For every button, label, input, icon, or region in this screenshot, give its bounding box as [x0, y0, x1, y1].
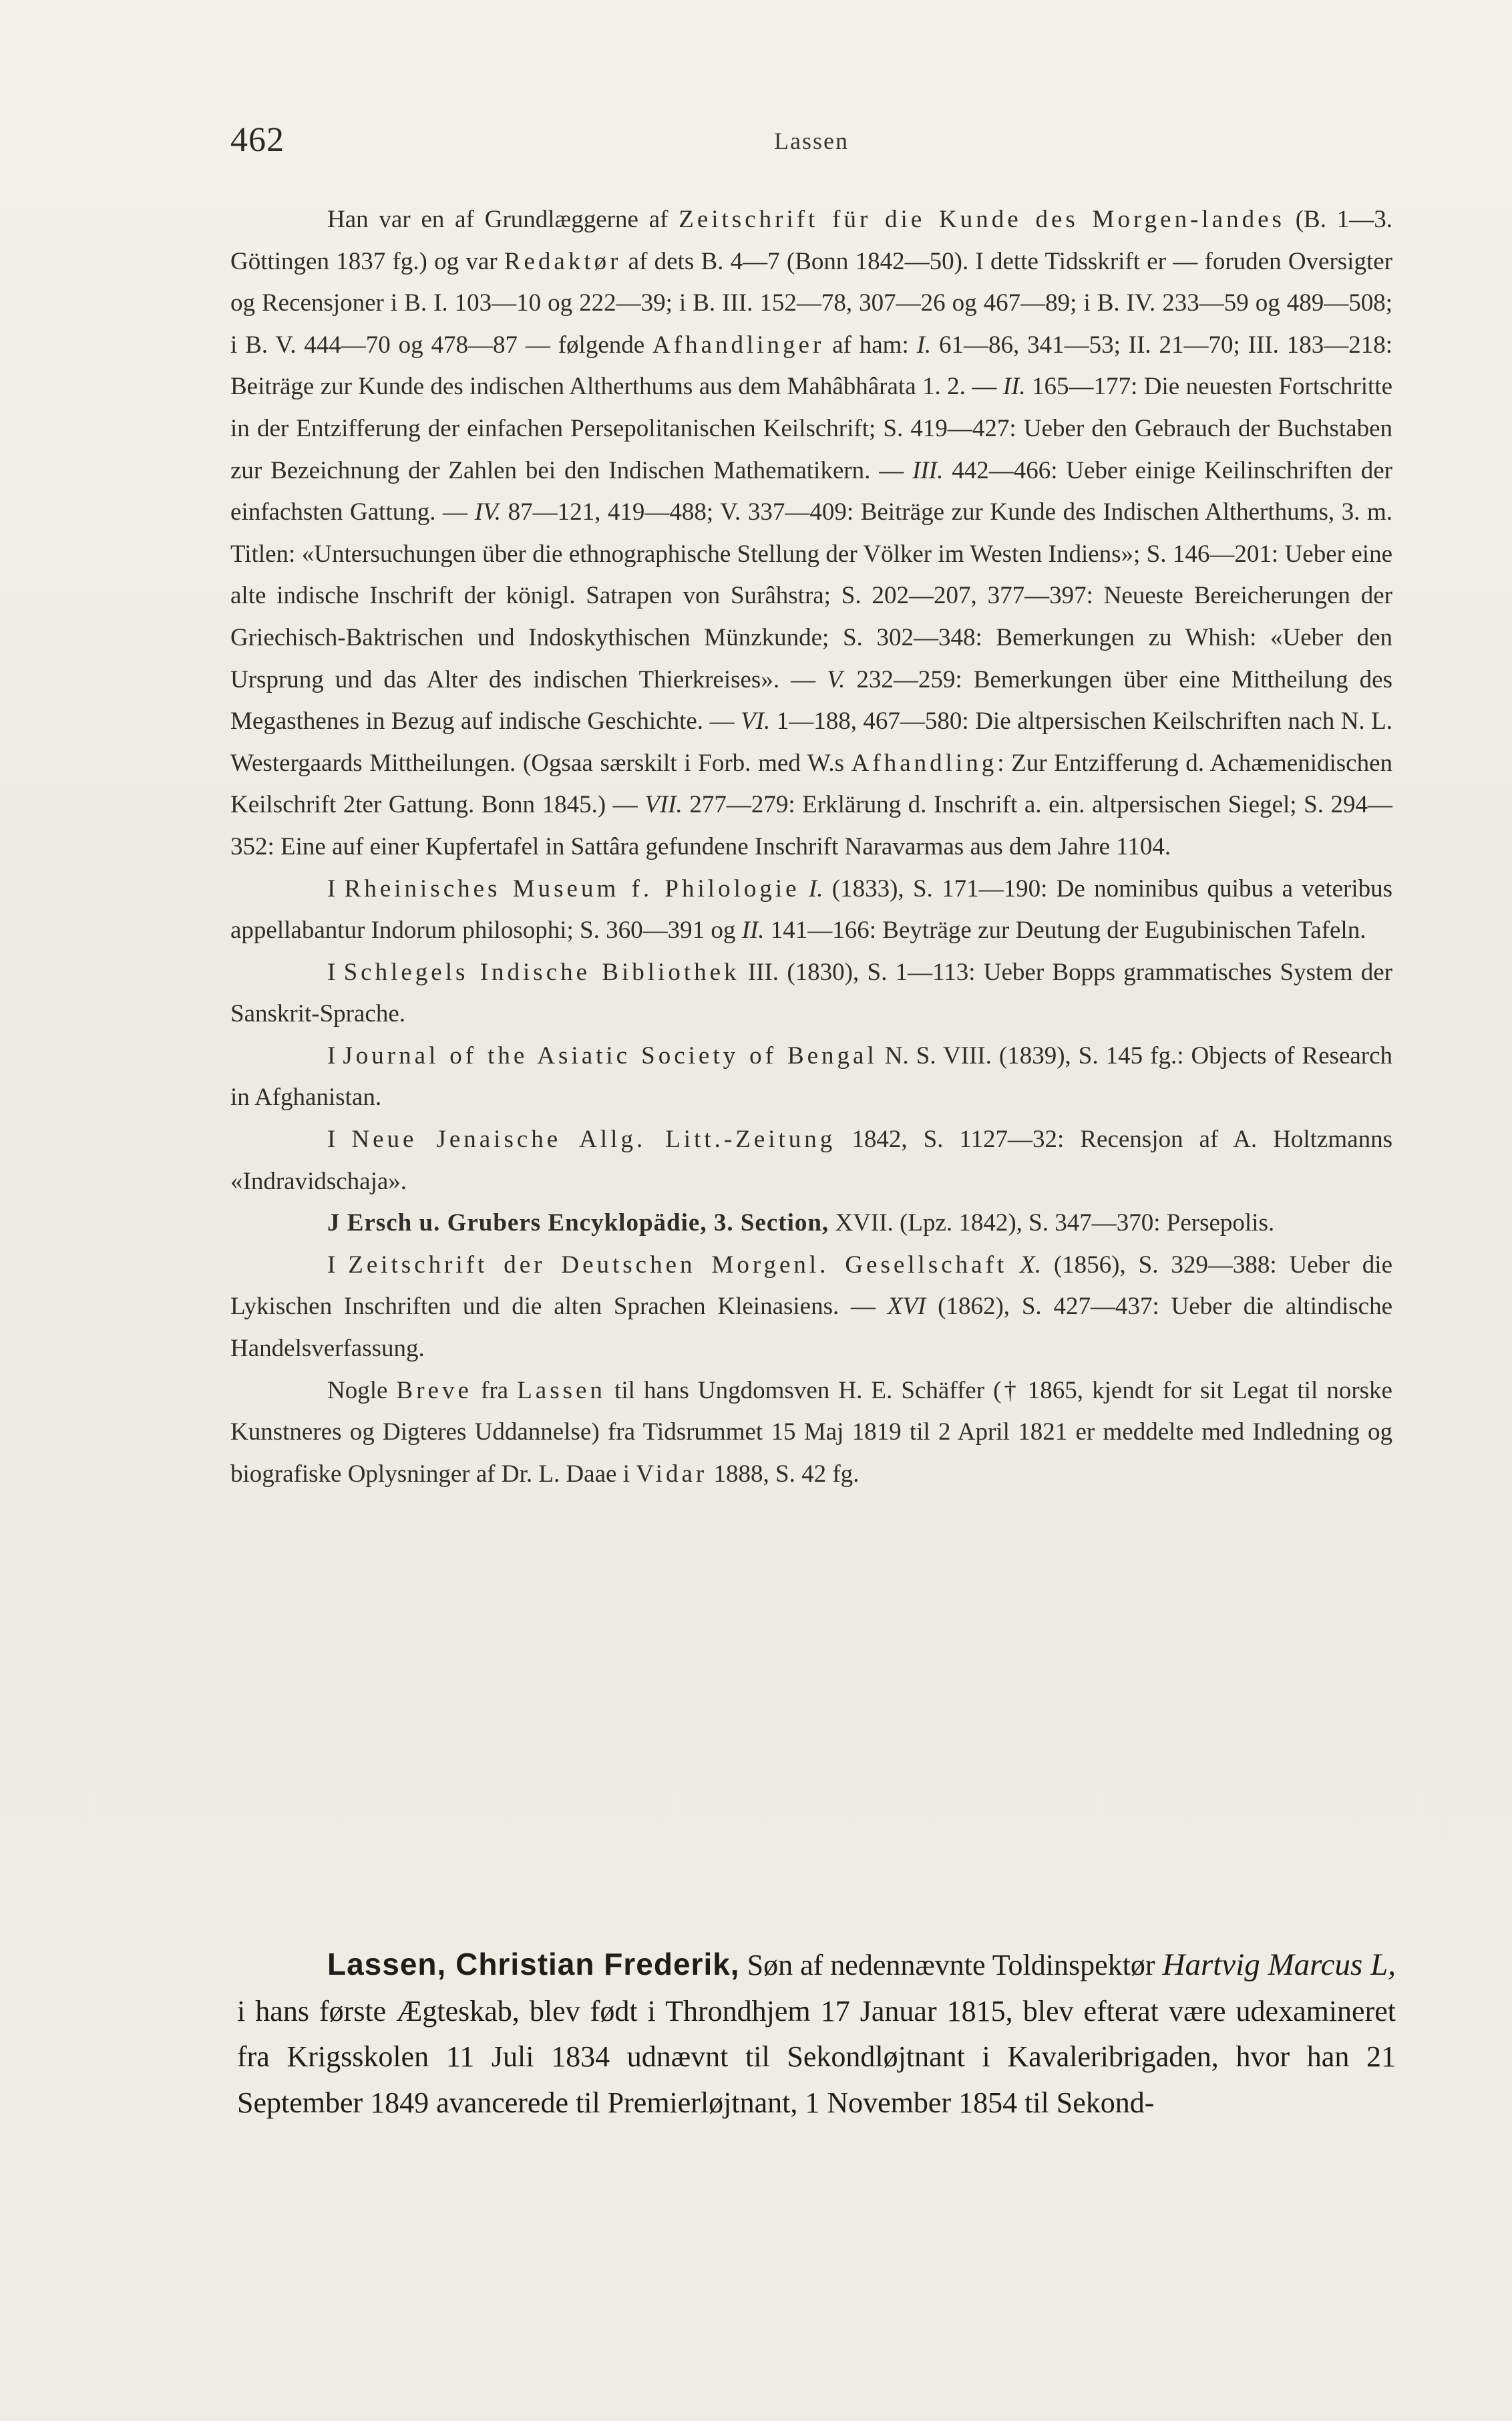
bibliography-paragraph	[230, 199, 1392, 868]
bibliography-paragraph	[230, 1035, 1392, 1119]
journal-title: Rheinisches Museum f. Philologie	[344, 874, 800, 903]
journal-title: Journal of the Asiatic Society of Bengal	[343, 1041, 878, 1070]
text: i hans første Ægteskab, blev født i Throndhjem 17 Januar 1815, blev efterat være udexamineret fra Krigsskolen 11 Juli 1834 udnævnt til Sekondløjtnant i Kavaleribrigaden, hvor han 21 September 1849 avancerede til Premierløjtnant, 1 November 1854 til Sekond-	[237, 1994, 1396, 2119]
spaced-word: Vidar	[636, 1460, 708, 1488]
journal-title: Zeitschrift der Deutschen Morgenl. Gesellschaft	[348, 1251, 1008, 1279]
bibliography-paragraph	[230, 1245, 1392, 1370]
text: (1833), S. 171—190: De nominibus quibus a veteribus appellabantur Indorum philosophi; S. 360—391 og	[230, 874, 1393, 945]
text: I	[327, 1126, 352, 1154]
volume-ref: V.	[827, 665, 845, 693]
text: 165—177: Die neuesten Fortschritte in der Entzifferung der einfachen Persepolitanischen Keilschrift; S. 419—427: Ueber den Gebrauch der Buchstaben zur Bezeichnung der Zahlen bei den Indischen Mathematikern. —	[230, 373, 1392, 484]
bibliography-paragraph	[230, 1370, 1392, 1496]
text	[1007, 1251, 1020, 1279]
text: N. S. VIII. (1839), S. 145 fg.: Objects of Research in Afghanistan.	[230, 1041, 1392, 1112]
text: Søn af nedennævnte Toldinspektør	[739, 1949, 1163, 1981]
text: 1842, S. 1127—32: Recensjon af A. Holtzmanns «Indravidschaja».	[230, 1126, 1392, 1195]
journal-title: Zeitschrift für die Kunde des Morgen-landes	[679, 206, 1285, 233]
volume-ref: III.	[912, 456, 944, 484]
text: Nogle	[327, 1376, 397, 1404]
journal-title: Neue Jenaische Allg. Litt.-Zeitung	[351, 1126, 836, 1154]
volume-ref: II.	[1002, 373, 1026, 401]
text	[800, 875, 809, 903]
text: I	[327, 1251, 349, 1279]
text: af ham:	[824, 331, 917, 359]
biography-entry	[237, 1941, 1396, 2126]
text: til hans Ungdomsven H. E. Schäffer († 1865, kjendt for sit Legat til norske Kunstneres og Digteres Uddannelse) fra Tidsrummet 15 Maj 1819 til 2 April 1821 er meddelte med Indledning og biografiske Oplysninger af Dr. L. Daae i	[230, 1376, 1392, 1488]
text: I	[327, 958, 344, 986]
text: : Zur Entzifferung d. Achæmenidischen Keilschrift 2ter Gattung. Bonn 1845.) —	[230, 749, 1392, 819]
page-number: 462	[230, 121, 285, 159]
text: I	[327, 1041, 343, 1070]
text: 277—279: Erklärung d. Inschrift a. ein. altpersischen Siegel; S. 294—352: Eine auf einer Kupfertafel in Sattâra gefundene Inschrift Naravarmas aus dem Jahre 1104.	[230, 791, 1393, 860]
text: (1862), S. 427—437: Ueber die altindische Handelsverfassung.	[230, 1293, 1393, 1363]
volume-ref: X.	[1020, 1251, 1041, 1279]
spaced-word: Redaktør	[504, 247, 622, 275]
text: 1—188, 467—580: Die altpersischen Keilschriften nach N. L. Westergaards Mittheilungen. (Ogsaa særskilt i Forb. med W.s	[230, 707, 1392, 777]
bibliography-section	[230, 199, 1392, 1495]
volume-ref: VI.	[741, 707, 771, 736]
text: fra	[471, 1376, 518, 1404]
spaced-word: Afhandlinger	[652, 331, 825, 359]
text: XVII. (Lpz. 1842), S. 347—370: Persepolis.	[829, 1209, 1275, 1237]
text: (1856), S. 329—388: Ueber die Lykischen Inschriften und die alten Sprachen Kleinasiens. —	[230, 1251, 1393, 1321]
spaced-word: Breve	[396, 1376, 472, 1404]
text: 141—166: Beyträge zur Deutung der Eugubinischen Tafeln.	[764, 917, 1366, 945]
journal-title: Schlegels Indische Bibliothek	[343, 958, 740, 986]
volume-ref: VII.	[644, 791, 683, 819]
entry-name: Lassen, Christian Frederik,	[327, 1947, 740, 1981]
entry-paragraph	[237, 1941, 1396, 2126]
text: 442—466: Ueber einige Keilinschriften der einfachsten Gattung. —	[230, 456, 1393, 526]
text: 61—86, 341—53; II. 21—70; III. 183—218: Beiträge zur Kunde des indischen Altherthums aus dem Mahâbhârata 1. 2. —	[230, 331, 1393, 401]
bibliography-paragraph	[230, 868, 1392, 952]
text: III. (1830), S. 1—113: Ueber Bopps grammatisches System der Sanskrit-Sprache.	[230, 958, 1393, 1028]
bibliography-paragraph	[230, 952, 1392, 1035]
text: af dets B. 4—7 (Bonn 1842—50). I dette Tidsskrift er — foruden Oversigter og Recensjoner i B. I. 103—10 og 222—39; i B. III. 152—78, 307—26 og 467—89; i B. IV. 233—59 og 489—508; i B. V. 444—70 og 478—87 — følgende	[230, 247, 1392, 359]
entry-reference: Hartvig Marcus L,	[1162, 1947, 1396, 1982]
fraktur-title: J Ersch u. Grubers Encyklopädie, 3. Section,	[327, 1209, 829, 1237]
bibliography-paragraph	[230, 1119, 1392, 1202]
spaced-word: Lassen	[517, 1376, 606, 1404]
text: (B. 1—3. Göttingen 1837 fg.) og var	[230, 206, 1393, 275]
text: Han var en af Grundlæggerne af	[327, 206, 679, 233]
bibliography-paragraph	[230, 1202, 1392, 1245]
spaced-word: Afhandling	[851, 749, 998, 777]
text: 1888, S. 42 fg.	[707, 1460, 860, 1488]
running-head: Lassen	[774, 128, 849, 154]
volume-ref: II.	[741, 917, 765, 945]
page-header	[230, 120, 1392, 174]
text: I	[327, 874, 345, 903]
volume-ref: IV.	[474, 498, 502, 526]
volume-ref: XVI	[887, 1293, 926, 1321]
text: 87—121, 419—488; V. 337—409: Beiträge zur Kunde des Indischen Altherthums, 3. m. Titlen: «Untersuchungen über die ethnographische Stellung der Völker im Westen Indiens»; S. 146—201: Ueber eine alte indische Inschrift der königl. Satrapen von Surâhstra; S. 202—207, 377—397: Neueste Bereicherungen der Griechisch-Baktrischen und Indoskythischen Münzkunde; S. 302—348: Bemerkungen zu Whish: «Ueber den Ursprung und das Alter des indischen Thierkreises». —	[230, 498, 1392, 693]
volume-ref: I.	[808, 874, 823, 903]
volume-ref: I.	[916, 331, 932, 359]
text: 232—259: Bemerkungen über eine Mittheilung des Megasthenes in Bezug auf indische Geschichte. —	[230, 665, 1392, 736]
